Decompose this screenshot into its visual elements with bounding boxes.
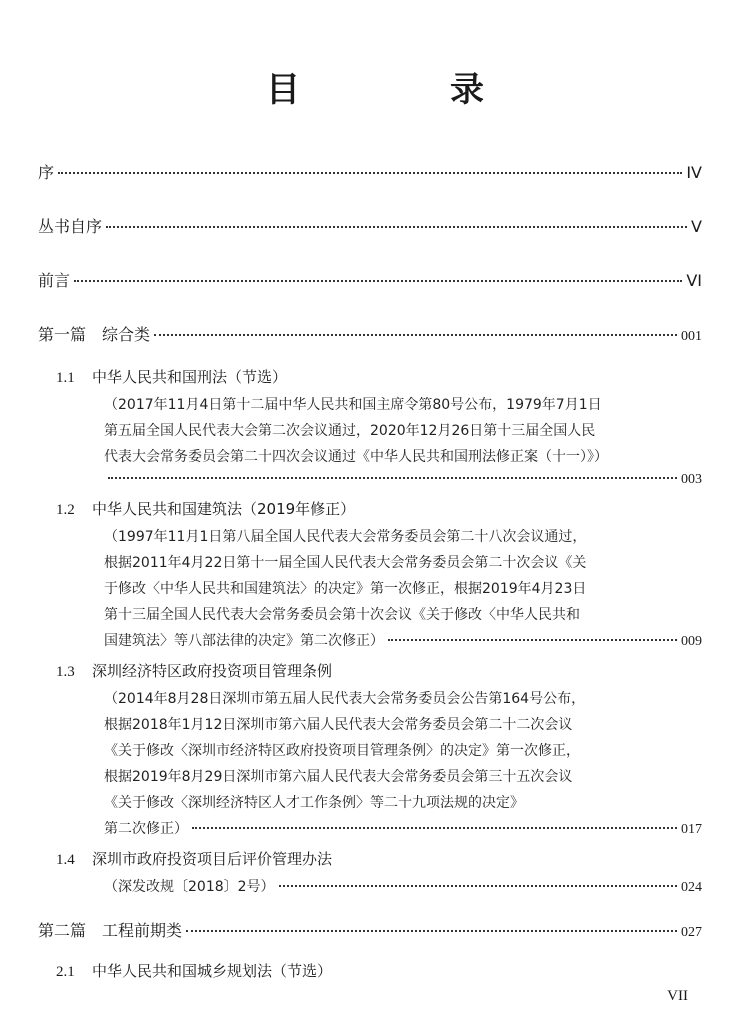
toc-section-1-2[interactable] bbox=[56, 498, 355, 519]
toc-entry-foreword[interactable] bbox=[38, 268, 702, 291]
toc-page-number: VI bbox=[686, 271, 702, 290]
dot-leader bbox=[58, 172, 682, 174]
section-number: 2.1 bbox=[56, 964, 75, 980]
dot-leader bbox=[279, 885, 677, 887]
toc-page-number: 001 bbox=[681, 329, 702, 344]
section-note-line: 第五届全国人民代表大会第二次会议通过，2020年12月26日第十三届全国人民 bbox=[104, 423, 596, 439]
toc-entry-preface[interactable] bbox=[38, 160, 702, 183]
dot-leader bbox=[74, 280, 682, 282]
toc-part-1[interactable] bbox=[38, 322, 702, 345]
section-number: 1.1 bbox=[56, 370, 75, 386]
toc-page-number: 003 bbox=[681, 472, 702, 487]
page-folio: VII bbox=[667, 988, 688, 1004]
dot-leader bbox=[388, 639, 677, 641]
section-note-last-line bbox=[104, 818, 702, 838]
section-title: 深圳市政府投资项目后评价管理办法 bbox=[92, 850, 333, 868]
section-note-line: （1997年11月1日第八届全国人民代表大会常务委员会第二十八次会议通过， bbox=[104, 529, 587, 545]
section-note-last-line bbox=[104, 630, 702, 650]
toc-part-2[interactable] bbox=[38, 918, 702, 941]
toc-page-number: 017 bbox=[681, 822, 702, 837]
toc-section-1-3[interactable] bbox=[56, 660, 332, 681]
section-title: 深圳经济特区政府投资项目管理条例 bbox=[92, 662, 333, 680]
section-note-line: （深发改规〔2018〕2号） bbox=[104, 879, 275, 895]
section-note-line: 根据2011年4月22日第十一届全国人民代表大会常务委员会第二十次会议《关 bbox=[104, 555, 587, 571]
toc-section-2-1[interactable] bbox=[56, 960, 332, 981]
section-title: 中华人民共和国城乡规划法（节选） bbox=[92, 962, 333, 980]
section-note-line: 《关于修改〈深圳经济特区人才工作条例〉等二十九项法规的决定》 bbox=[104, 795, 524, 811]
toc-leader-line bbox=[104, 472, 702, 488]
toc-page-number: IV bbox=[686, 163, 702, 182]
toc-entry-label: 序 bbox=[38, 163, 55, 182]
section-note-line: （2014年8月28日深圳市第五届人民代表大会常务委员会公告第164号公布， bbox=[104, 691, 586, 707]
section-note-line: 《关于修改〈深圳市经济特区政府投资项目管理条例〉的决定》第一次修正， bbox=[104, 743, 580, 759]
toc-entry-label: 前言 bbox=[38, 271, 71, 290]
toc-page-number: V bbox=[691, 217, 702, 236]
section-note-line: 于修改〈中华人民共和国建筑法〉的决定》第一次修正，根据2019年4月23日 bbox=[104, 581, 587, 597]
toc-page-number: 009 bbox=[681, 634, 702, 649]
section-note-line: 代表大会常务委员会第二十四次会议通过《中华人民共和国刑法修正案（十一）》） bbox=[104, 449, 608, 465]
toc-part-label: 第二篇 工程前期类 bbox=[38, 921, 183, 940]
page-title: 目 录 bbox=[266, 70, 542, 110]
toc-section-1-1[interactable] bbox=[56, 366, 287, 387]
toc-section-1-4[interactable] bbox=[56, 848, 332, 869]
dot-leader bbox=[106, 226, 687, 228]
toc-part-label: 第一篇 综合类 bbox=[38, 325, 151, 344]
section-note-line: （2017年11月4日第十二届中华人民共和国主席令第80号公布，1979年7月1日 bbox=[104, 397, 602, 413]
dot-leader bbox=[186, 930, 677, 932]
dot-leader bbox=[108, 477, 677, 479]
toc-page-number: 027 bbox=[681, 925, 702, 940]
section-note-line: 第二次修正） bbox=[104, 821, 188, 837]
section-note-line: 第十三届全国人民代表大会常务委员会第十次会议《关于修改〈中华人民共和 bbox=[104, 607, 580, 623]
section-note-last-line bbox=[104, 876, 702, 896]
section-number: 1.4 bbox=[56, 852, 75, 868]
section-note-line: 根据2018年1月12日深圳市第六届人民代表大会常务委员会第二十二次会议 bbox=[104, 717, 573, 733]
dot-leader bbox=[154, 334, 677, 336]
section-title: 中华人民共和国建筑法（2019年修正） bbox=[92, 500, 356, 518]
section-note-line: 根据2019年8月29日深圳市第六届人民代表大会常务委员会第三十五次会议 bbox=[104, 769, 573, 785]
section-number: 1.3 bbox=[56, 664, 75, 680]
section-title: 中华人民共和国刑法（节选） bbox=[92, 368, 288, 386]
section-note-line: 国建筑法〉等八部法律的决定》第二次修正） bbox=[104, 633, 384, 649]
toc-entry-label: 丛书自序 bbox=[38, 217, 103, 236]
section-number: 1.2 bbox=[56, 502, 75, 518]
dot-leader bbox=[192, 827, 677, 829]
toc-entry-series-preface[interactable] bbox=[38, 214, 702, 237]
toc-page-number: 024 bbox=[681, 880, 702, 895]
